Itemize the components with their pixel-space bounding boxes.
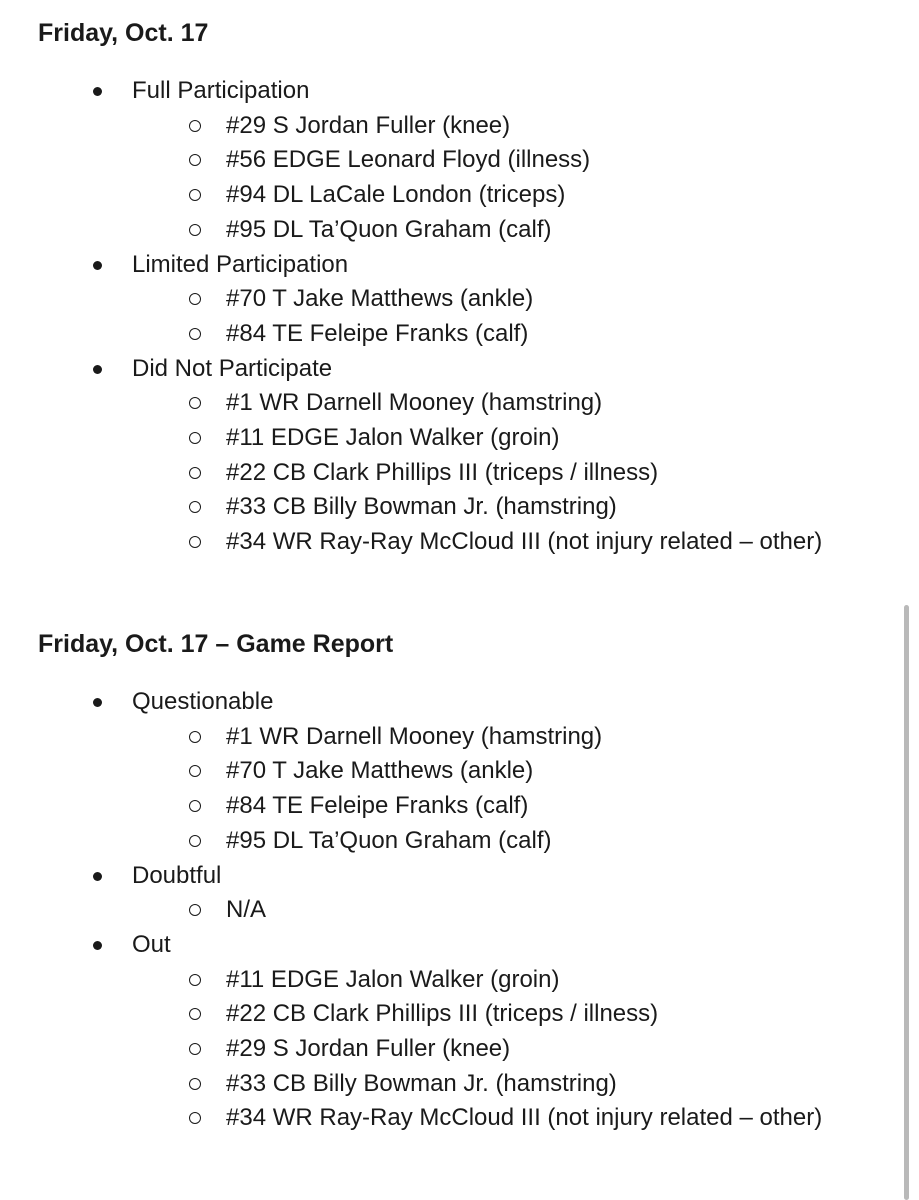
bullet-icon [93, 365, 102, 374]
list-item: N/A [0, 893, 919, 928]
bullet-icon [93, 872, 102, 881]
list-item: #84 TE Feleipe Franks (calf) [0, 317, 919, 352]
category-label: Full Participation [132, 77, 310, 104]
list-item: #22 CB Clark Phillips III (triceps / illness) [0, 456, 919, 491]
category-did-not-participate [0, 352, 919, 560]
circle-bullet-icon [189, 1008, 201, 1020]
category-full-participation [0, 74, 919, 248]
list-item: #33 CB Billy Bowman Jr. (hamstring) [0, 490, 919, 525]
category-label: Questionable [132, 688, 274, 715]
circle-bullet-icon [189, 120, 201, 132]
circle-bullet-icon [189, 536, 201, 548]
circle-bullet-icon [189, 467, 201, 479]
circle-bullet-icon [189, 904, 201, 916]
category-label: Out [132, 930, 171, 958]
circle-bullet-icon [189, 1078, 201, 1090]
bullet-icon [93, 941, 102, 950]
circle-bullet-icon [189, 189, 201, 201]
category-label: Did Not Participate [132, 354, 333, 382]
game-report-list [0, 685, 919, 1136]
circle-bullet-icon [189, 731, 201, 743]
category-questionable [0, 685, 919, 859]
section-heading: Friday, Oct. 17 [38, 19, 209, 47]
list-item: #95 DL Ta’Quon Graham (calf) [0, 824, 919, 859]
circle-bullet-icon [189, 1112, 201, 1124]
circle-bullet-icon [189, 154, 201, 166]
list-item: #11 EDGE Jalon Walker (groin) [0, 421, 919, 456]
category-label: Doubtful [132, 861, 222, 889]
circle-bullet-icon [189, 501, 201, 513]
list-item: #34 WR Ray-Ray McCloud III (not injury related – other) [0, 525, 919, 560]
bullet-icon [93, 87, 102, 96]
list-item: #56 EDGE Leonard Floyd (illness) [0, 143, 919, 178]
list-item: #1 WR Darnell Mooney (hamstring) [0, 386, 919, 421]
list-item: #29 S Jordan Fuller (knee) [0, 1032, 919, 1067]
list-item: #94 DL LaCale London (triceps) [0, 178, 919, 213]
section-heading: Friday, Oct. 17 – Game Report [38, 630, 394, 658]
list-item: #34 WR Ray-Ray McCloud III (not injury related – other) [0, 1101, 919, 1136]
category-label: Limited Participation [132, 250, 349, 278]
list-item: #70 T Jake Matthews (ankle) [0, 754, 919, 789]
circle-bullet-icon [189, 765, 201, 777]
list-item: #95 DL Ta’Quon Graham (calf) [0, 213, 919, 248]
list-item: #22 CB Clark Phillips III (triceps / illness) [0, 997, 919, 1032]
circle-bullet-icon [189, 224, 201, 236]
list-item: #84 TE Feleipe Franks (calf) [0, 789, 919, 824]
circle-bullet-icon [189, 800, 201, 812]
category-limited-participation [0, 248, 919, 352]
list-item: #29 S Jordan Fuller (knee) [0, 109, 919, 144]
list-item: #70 T Jake Matthews (ankle) [0, 282, 919, 317]
category-doubtful [0, 859, 919, 928]
scrollbar[interactable] [904, 605, 909, 1200]
circle-bullet-icon [189, 835, 201, 847]
list-item: #33 CB Billy Bowman Jr. (hamstring) [0, 1067, 919, 1102]
bullet-icon [93, 261, 102, 270]
circle-bullet-icon [189, 432, 201, 444]
circle-bullet-icon [189, 293, 201, 305]
bullet-icon [93, 698, 102, 707]
circle-bullet-icon [189, 397, 201, 409]
circle-bullet-icon [189, 974, 201, 986]
circle-bullet-icon [189, 328, 201, 340]
category-out [0, 928, 919, 1136]
list-item: #1 WR Darnell Mooney (hamstring) [0, 720, 919, 755]
practice-report-list [0, 74, 919, 560]
list-item: #11 EDGE Jalon Walker (groin) [0, 963, 919, 998]
circle-bullet-icon [189, 1043, 201, 1055]
